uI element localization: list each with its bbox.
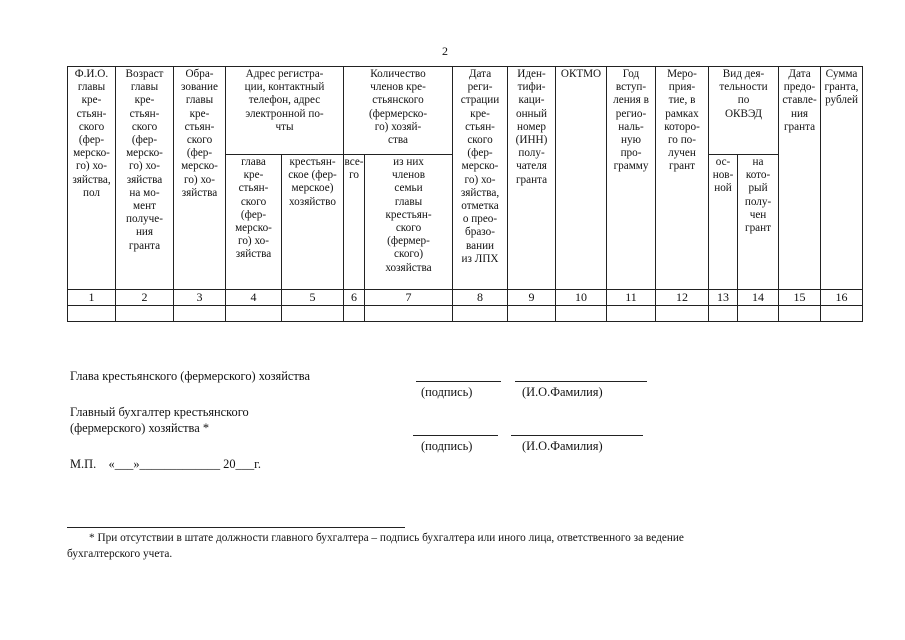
column-number: 4 [226,290,282,306]
header-inn: Иден- тифи- каци- онный номер (ИНН) полу- чателя гранта [508,67,556,290]
empty-cell [556,306,607,322]
empty-cell [365,306,453,322]
footnote-line2: бухгалтерского учета. [67,548,173,560]
page-number: 2 [442,44,448,58]
empty-cell [508,306,556,322]
empty-cell [779,306,821,322]
subheader-okved-granted: на кото- рый полу- чен грант [738,155,779,290]
column-number: 6 [344,290,365,306]
column-number: 16 [821,290,863,306]
head-signature-label: Глава крестьянского (фермерского) хозяйства [70,369,310,383]
header-address: Адрес регистра- ции, контактный телефон, адрес электронной по- чты [226,67,344,155]
empty-cell [453,306,508,322]
grant-recipients-table [67,66,863,322]
head-name-caption: (И.О.Фамилия) [522,385,603,399]
column-number: 15 [779,290,821,306]
column-number: 8 [453,290,508,306]
column-number: 11 [607,290,656,306]
header-grant-date: Дата предо- ставле- ния гранта [779,67,821,290]
empty-cell [116,306,174,322]
accountant-name-line [511,435,643,436]
empty-cell [226,306,282,322]
column-number: 13 [709,290,738,306]
subheader-okved-main: ос- нов- ной [709,155,738,290]
footnote [67,530,837,562]
empty-cell [344,306,365,322]
accountant-signature-caption: (подпись) [421,439,473,453]
column-numbers-row [68,290,863,306]
empty-data-row [68,306,863,322]
column-number: 3 [174,290,226,306]
header-measure: Меро- прия- тие, в рамках которо- го по- лучен грант [656,67,709,290]
accountant-label-line2: (фермерского) хозяйства * [70,421,210,435]
column-number: 2 [116,290,174,306]
subheader-members-total: все- го [344,155,365,290]
head-signature-caption: (подпись) [421,385,473,399]
column-number: 9 [508,290,556,306]
column-number: 7 [365,290,453,306]
empty-cell [174,306,226,322]
subheader-address-farm: крестьян- ское (фер- мерское) хозяйство [282,155,344,290]
accountant-label-line1: Главный бухгалтер крестьянского [70,405,249,419]
empty-cell [709,306,738,322]
column-number: 14 [738,290,779,306]
subheader-members-family: из них членов семьи главы крестьян- ского (фермер- ского) хозяйства [365,155,453,290]
empty-cell [68,306,116,322]
header-education: Обра- зование главы кре- стьян- ского (фер- мерско- го) хо- зяйства [174,67,226,290]
empty-cell [607,306,656,322]
column-number: 10 [556,290,607,306]
header-oktmo: ОКТМО [556,67,607,290]
empty-cell [821,306,863,322]
column-number: 5 [282,290,344,306]
empty-cell [282,306,344,322]
head-name-line [515,381,647,382]
subheader-address-head: глава кре- стьян- ского (фер- мерско- го) хо- зяйства [226,155,282,290]
header-registration-date: Дата реги- страции кре- стьян- ского (фер- мерско- го) хо- зяйства, отметка о прео- бразо- вании из ЛПХ [453,67,508,290]
header-members-count: Количество членов кре- стьянского (фермерско- го) хозяй- ства [344,67,453,155]
footnote-separator [67,527,405,528]
footnote-line1: * При отсутствии в штате должности главного бухгалтера – подпись бухгалтера или иного лица, ответственного за ведение [89,532,684,544]
empty-cell [738,306,779,322]
stamp-date-line: М.П. «___»_____________ 20___г. [70,457,261,471]
column-number: 1 [68,290,116,306]
header-grant-amount: Сумма гранта, рублей [821,67,863,290]
accountant-name-caption: (И.О.Фамилия) [522,439,603,453]
head-signature-line [416,381,501,382]
column-number: 12 [656,290,709,306]
accountant-signature-line [413,435,498,436]
header-okved: Вид дея- тельности по ОКВЭД [709,67,779,155]
header-program-year: Год вступ- ления в регио- наль- ную про- грамму [607,67,656,290]
header-full-name: Ф.И.О. главы кре- стьян- ского (фер- мерско- го) хо- зяйства, пол [68,67,116,290]
header-age: Возраст главы кре- стьян- ского (фер- мерско- го) хо- зяйства на мо- мент получе- ния гранта [116,67,174,290]
empty-cell [656,306,709,322]
